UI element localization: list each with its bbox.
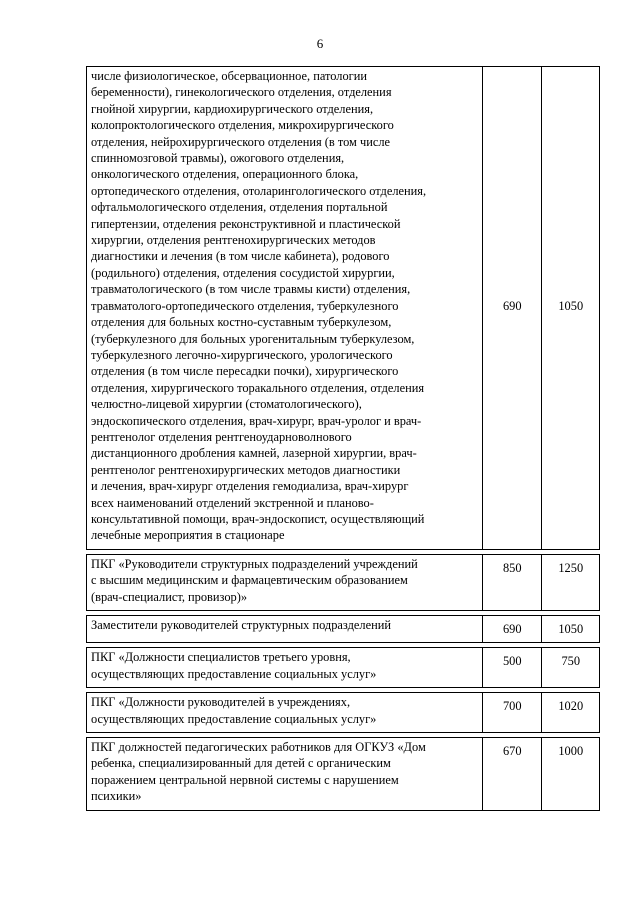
description-line: отделения, хирургического торакального отделения, отделения bbox=[91, 380, 425, 395]
description-line: травматолого-ортопедического отделения, туберкулезного bbox=[91, 298, 399, 313]
description-line: отделения (в том числе пересадки почки), хирургического bbox=[91, 364, 399, 379]
rate-value-2: 1050 bbox=[541, 67, 600, 550]
description-line: онкологического отделения, операционного блока, bbox=[91, 167, 359, 182]
rate-value-1: 690 bbox=[483, 616, 542, 643]
description-line: Заместители руководителей структурных подразделений bbox=[91, 618, 391, 632]
description-line: гнойной хирургии, кардиохирургического отделения, bbox=[91, 101, 374, 116]
description-line: ПКГ «Должности руководителей в учреждениях, bbox=[91, 695, 351, 710]
description-line: (туберкулезного для больных урогенитальным туберкулезом, bbox=[91, 331, 415, 346]
description-line: колопроктологического отделения, микрохирургического bbox=[91, 118, 394, 133]
description-line: психики» bbox=[91, 789, 142, 804]
description-line: хирургии, отделения рентгенохирургических методов bbox=[91, 233, 376, 248]
description-line: беременности), гинекологического отделения, отделения bbox=[91, 85, 392, 100]
description-line: и лечения, врач-хирург отделения гемодиализа, врач-хирург bbox=[91, 479, 409, 494]
description-line: поражением центральной нервной системы с нарушением bbox=[91, 772, 399, 787]
position-description bbox=[87, 648, 483, 688]
description-line: отделения, нейрохирургического отделения (в том числе bbox=[91, 134, 391, 149]
description-line: ПКГ «Должности специалистов третьего уровня, bbox=[91, 650, 351, 665]
description-line: (родильного) отделения, отделения сосудистой хирургии, bbox=[91, 265, 395, 280]
position-description bbox=[87, 693, 483, 733]
description-line: эндоскопического отделения, врач-хирург, врач-уролог и врач- bbox=[91, 413, 422, 428]
rate-value-1: 670 bbox=[483, 738, 542, 811]
description-line: офтальмологического отделения, отделения портальной bbox=[91, 200, 388, 215]
rate-value-2: 1020 bbox=[541, 693, 600, 733]
rate-value-1: 690 bbox=[483, 67, 542, 550]
page-number: 6 bbox=[316, 36, 324, 51]
description-line: ребенка, специализированный для детей с органическим bbox=[91, 756, 391, 771]
description-line: отделения для больных костно-суставным туберкулезом, bbox=[91, 315, 392, 330]
table-row bbox=[87, 738, 600, 811]
description-line: травматологического (в том числе травмы кисти) отделения, bbox=[91, 282, 411, 297]
table-row bbox=[87, 693, 600, 733]
description-line: диагностики и лечения (в том числе кабинета), родового bbox=[91, 249, 390, 264]
description-line: с высшим медицинским и фармацевтическим образованием bbox=[91, 573, 408, 588]
table-row bbox=[87, 554, 600, 610]
description-line: рентгенолог отделения рентгеноударноволнового bbox=[91, 429, 352, 444]
description-line: всех наименований отделений экстренной и планово- bbox=[91, 495, 374, 510]
description-line: туберкулезного легочно-хирургического, урологического bbox=[91, 347, 393, 362]
description-line: числе физиологическое, обсервационное, патологии bbox=[91, 69, 368, 83]
rate-value-2: 1000 bbox=[541, 738, 600, 811]
table-row bbox=[87, 648, 600, 688]
position-description bbox=[87, 554, 483, 610]
description-line: лечебные мероприятия в стационаре bbox=[91, 528, 285, 543]
salary-rates-table bbox=[86, 66, 600, 811]
rate-value-2: 750 bbox=[541, 648, 600, 688]
rate-value-1: 500 bbox=[483, 648, 542, 688]
rate-value-2: 1050 bbox=[541, 616, 600, 643]
position-description bbox=[87, 67, 483, 550]
table-row bbox=[87, 616, 600, 643]
description-line: гипертензии, отделения реконструктивной и пластической bbox=[91, 216, 401, 231]
description-line: ортопедического отделения, отоларингологического отделения, bbox=[91, 183, 427, 198]
rate-value-1: 700 bbox=[483, 693, 542, 733]
description-line: спинномозговой травмы), ожогового отделения, bbox=[91, 151, 345, 166]
description-line: рентгенолог рентгенохирургических методов диагностики bbox=[91, 462, 401, 477]
table-body bbox=[87, 67, 600, 811]
description-line: консультативной помощи, врач-эндоскопист, осуществляющий bbox=[91, 511, 425, 526]
description-line: осуществляющих предоставление социальных услуг» bbox=[91, 711, 377, 726]
description-line: осуществляющих предоставление социальных услуг» bbox=[91, 666, 377, 681]
table-row bbox=[87, 67, 600, 550]
rate-value-2: 1250 bbox=[541, 554, 600, 610]
description-line: (врач-специалист, провизор)» bbox=[91, 589, 248, 604]
description-line: ПКГ должностей педагогических работников для ОГКУЗ «Дом bbox=[91, 740, 426, 755]
position-description bbox=[87, 616, 483, 643]
description-line: челюстно-лицевой хирургии (стоматологического), bbox=[91, 397, 362, 412]
position-description bbox=[87, 738, 483, 811]
description-line: ПКГ «Руководители структурных подразделений учреждений bbox=[91, 556, 418, 571]
rate-value-1: 850 bbox=[483, 554, 542, 610]
description-line: дистанционного дробления камней, лазерной хирургии, врач- bbox=[91, 446, 417, 461]
